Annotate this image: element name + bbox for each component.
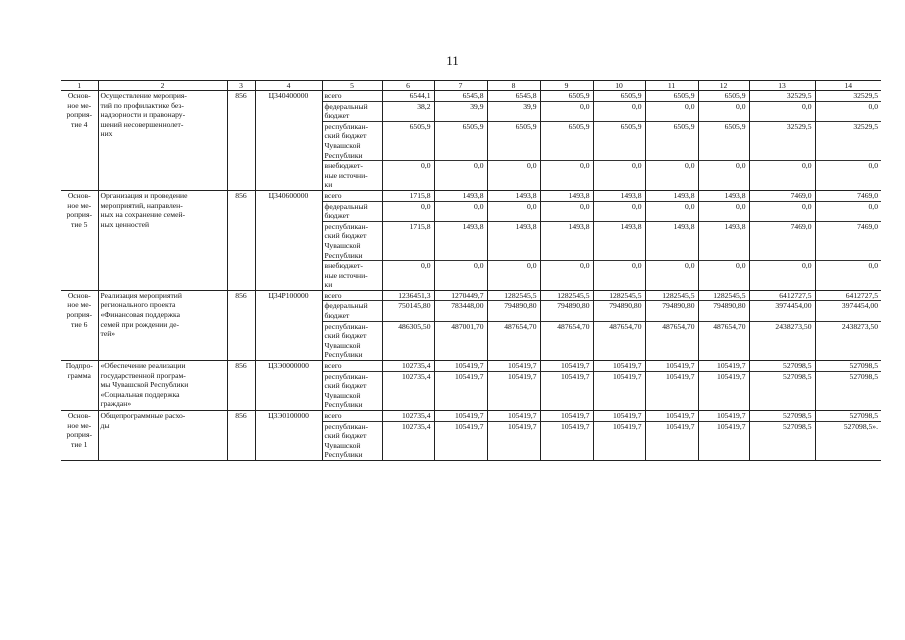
table-body	[61, 81, 881, 461]
amount-cell: 527098,5	[815, 361, 881, 372]
measure-kind: Основ- ное ме- роприя- тие 4	[61, 91, 98, 191]
amount-cell: 6505,9	[645, 121, 698, 160]
amount-cell: 1493,8	[698, 190, 749, 201]
amount-cell: 0,0	[593, 101, 645, 121]
amount-cell: 6412727,5	[749, 290, 815, 301]
amount-cell: 0,0	[593, 261, 645, 291]
ministry-code: 856	[227, 91, 255, 191]
amount-cell: 32529,5	[815, 91, 881, 102]
amount-cell: 3974454,00	[749, 301, 815, 321]
amount-cell: 0,0	[593, 161, 645, 191]
amount-cell: 102735,4	[382, 411, 434, 422]
amount-cell: 105419,7	[698, 421, 749, 460]
amount-cell: 38,2	[382, 101, 434, 121]
amount-cell: 1493,8	[698, 221, 749, 260]
funding-source: федеральный бюджет	[322, 301, 382, 321]
budget-table	[61, 80, 881, 461]
ministry-code: 856	[227, 290, 255, 360]
amount-cell: 102735,4	[382, 361, 434, 372]
amount-cell: 527098,5	[749, 371, 815, 410]
amount-cell: 102735,4	[382, 421, 434, 460]
amount-cell: 105419,7	[487, 371, 540, 410]
amount-cell: 794890,80	[593, 301, 645, 321]
amount-cell: 527098,5».	[815, 421, 881, 460]
amount-cell: 750145,80	[382, 301, 434, 321]
amount-cell: 105419,7	[540, 411, 593, 422]
amount-cell: 105419,7	[698, 361, 749, 372]
amount-cell: 6505,9	[593, 91, 645, 102]
amount-cell: 0,0	[434, 201, 487, 221]
amount-cell: 1715,8	[382, 221, 434, 260]
amount-cell: 0,0	[540, 201, 593, 221]
amount-cell: 32529,5	[815, 121, 881, 160]
amount-cell: 527098,5	[749, 411, 815, 422]
measure-name: Организация и проведение мероприятий, направлен- ных на сохранение семей- ных ценностей	[98, 190, 227, 290]
amount-cell: 105419,7	[593, 411, 645, 422]
column-header: 3	[227, 81, 255, 91]
amount-cell: 0,0	[698, 101, 749, 121]
amount-cell: 527098,5	[749, 361, 815, 372]
amount-cell: 1493,8	[434, 190, 487, 201]
amount-cell: 0,0	[645, 101, 698, 121]
amount-cell: 105419,7	[540, 371, 593, 410]
amount-cell: 0,0	[815, 201, 881, 221]
amount-cell: 1282545,5	[487, 290, 540, 301]
amount-cell: 487654,70	[540, 321, 593, 360]
column-header: 10	[593, 81, 645, 91]
amount-cell: 794890,80	[645, 301, 698, 321]
column-header: 1	[61, 81, 98, 91]
amount-cell: 105419,7	[645, 361, 698, 372]
amount-cell: 2438273,50	[749, 321, 815, 360]
amount-cell: 105419,7	[593, 421, 645, 460]
budget-code: Ц340400000	[255, 91, 322, 191]
amount-cell: 1493,8	[434, 221, 487, 260]
amount-cell: 102735,4	[382, 371, 434, 410]
funding-source: республикан- ский бюджет Чувашской Республики	[322, 221, 382, 260]
amount-cell: 0,0	[698, 201, 749, 221]
amount-cell: 1493,8	[645, 221, 698, 260]
measure-name: Осуществление мероприя- тий по профилактике без- надзорности и правонару- шений несовершеннолет- них	[98, 91, 227, 191]
amount-cell: 487654,70	[593, 321, 645, 360]
amount-cell: 105419,7	[487, 411, 540, 422]
column-header: 9	[540, 81, 593, 91]
amount-cell: 487654,70	[698, 321, 749, 360]
amount-cell: 794890,80	[540, 301, 593, 321]
amount-cell: 0,0	[815, 101, 881, 121]
table-row	[61, 361, 881, 372]
amount-cell: 105419,7	[487, 361, 540, 372]
amount-cell: 32529,5	[749, 91, 815, 102]
amount-cell: 794890,80	[487, 301, 540, 321]
funding-source: федеральный бюджет	[322, 201, 382, 221]
column-header: 14	[815, 81, 881, 91]
column-header: 8	[487, 81, 540, 91]
amount-cell: 487001,70	[434, 321, 487, 360]
amount-cell: 1493,8	[487, 221, 540, 260]
amount-cell: 1282545,5	[645, 290, 698, 301]
amount-cell: 0,0	[487, 261, 540, 291]
amount-cell: 0,0	[698, 161, 749, 191]
amount-cell: 527098,5	[815, 411, 881, 422]
amount-cell: 32529,5	[749, 121, 815, 160]
header-row	[61, 81, 881, 91]
amount-cell: 1493,8	[593, 221, 645, 260]
funding-source: внебюджет- ные источни- ки	[322, 161, 382, 191]
amount-cell: 6505,9	[698, 91, 749, 102]
amount-cell: 7469,0	[815, 221, 881, 260]
amount-cell: 1493,8	[645, 190, 698, 201]
budget-code: Ц340600000	[255, 190, 322, 290]
amount-cell: 0,0	[540, 101, 593, 121]
amount-cell: 6505,9	[540, 91, 593, 102]
amount-cell: 105419,7	[593, 371, 645, 410]
amount-cell: 105419,7	[645, 411, 698, 422]
amount-cell: 105419,7	[540, 361, 593, 372]
amount-cell: 7469,0	[749, 221, 815, 260]
amount-cell: 0,0	[815, 261, 881, 291]
amount-cell: 6544,1	[382, 91, 434, 102]
amount-cell: 1493,8	[540, 190, 593, 201]
amount-cell: 105419,7	[434, 371, 487, 410]
column-header: 13	[749, 81, 815, 91]
amount-cell: 527098,5	[749, 421, 815, 460]
measure-kind: Основ- ное ме- роприя- тие 6	[61, 290, 98, 360]
column-header: 2	[98, 81, 227, 91]
amount-cell: 105419,7	[698, 411, 749, 422]
amount-cell: 527098,5	[815, 371, 881, 410]
funding-source: всего	[322, 190, 382, 201]
amount-cell: 39,9	[487, 101, 540, 121]
column-header: 5	[322, 81, 382, 91]
amount-cell: 486305,50	[382, 321, 434, 360]
amount-cell: 6545,8	[434, 91, 487, 102]
funding-source: федеральный бюджет	[322, 101, 382, 121]
amount-cell: 1715,8	[382, 190, 434, 201]
amount-cell: 0,0	[645, 201, 698, 221]
amount-cell: 1270449,7	[434, 290, 487, 301]
amount-cell: 0,0	[382, 261, 434, 291]
amount-cell: 1493,8	[540, 221, 593, 260]
amount-cell: 0,0	[815, 161, 881, 191]
amount-cell: 487654,70	[645, 321, 698, 360]
budget-code: Ц34Р100000	[255, 290, 322, 360]
column-header: 4	[255, 81, 322, 91]
amount-cell: 0,0	[382, 161, 434, 191]
amount-cell: 7469,0	[815, 190, 881, 201]
funding-source: всего	[322, 361, 382, 372]
table-row	[61, 411, 881, 422]
funding-source: внебюджет- ные источни- ки	[322, 261, 382, 291]
column-header: 12	[698, 81, 749, 91]
budget-code: Ц3Э0100000	[255, 411, 322, 461]
amount-cell: 6505,9	[593, 121, 645, 160]
budget-code: Ц3Э0000000	[255, 361, 322, 411]
funding-source: республикан- ский бюджет Чувашской Республики	[322, 321, 382, 360]
amount-cell: 105419,7	[645, 371, 698, 410]
amount-cell: 6505,9	[434, 121, 487, 160]
amount-cell: 0,0	[749, 161, 815, 191]
funding-source: всего	[322, 290, 382, 301]
amount-cell: 783448,00	[434, 301, 487, 321]
funding-source: республикан- ский бюджет Чувашской Республики	[322, 421, 382, 460]
measure-name: «Обеспечение реализации государственной програм- мы Чувашской Республики «Социальная поддержка граждан»	[98, 361, 227, 411]
measure-name: Общепрограммные расхо- ды	[98, 411, 227, 461]
funding-source: всего	[322, 411, 382, 422]
amount-cell: 0,0	[593, 201, 645, 221]
amount-cell: 105419,7	[593, 361, 645, 372]
measure-kind: Основ- ное ме- роприя- тие 5	[61, 190, 98, 290]
funding-source: республикан- ский бюджет Чувашской Республики	[322, 121, 382, 160]
amount-cell: 1236451,3	[382, 290, 434, 301]
amount-cell: 0,0	[487, 161, 540, 191]
amount-cell: 39,9	[434, 101, 487, 121]
amount-cell: 105419,7	[645, 421, 698, 460]
amount-cell: 0,0	[434, 261, 487, 291]
amount-cell: 6545,8	[487, 91, 540, 102]
amount-cell: 7469,0	[749, 190, 815, 201]
amount-cell: 1282545,5	[593, 290, 645, 301]
amount-cell: 105419,7	[487, 421, 540, 460]
amount-cell: 105419,7	[698, 371, 749, 410]
amount-cell: 6505,9	[645, 91, 698, 102]
amount-cell: 0,0	[540, 261, 593, 291]
amount-cell: 0,0	[540, 161, 593, 191]
amount-cell: 105419,7	[540, 421, 593, 460]
column-header: 7	[434, 81, 487, 91]
table-row	[61, 190, 881, 201]
page-number: 11	[446, 53, 459, 68]
amount-cell: 1493,8	[593, 190, 645, 201]
amount-cell: 105419,7	[434, 421, 487, 460]
amount-cell: 0,0	[434, 161, 487, 191]
amount-cell: 0,0	[382, 201, 434, 221]
amount-cell: 0,0	[487, 201, 540, 221]
ministry-code: 856	[227, 411, 255, 461]
amount-cell: 0,0	[698, 261, 749, 291]
amount-cell: 487654,70	[487, 321, 540, 360]
table-row	[61, 290, 881, 301]
amount-cell: 1282545,5	[698, 290, 749, 301]
amount-cell: 2438273,50	[815, 321, 881, 360]
measure-kind: Основ- ное ме- роприя- тие 1	[61, 411, 98, 461]
amount-cell: 0,0	[749, 201, 815, 221]
amount-cell: 3974454,00	[815, 301, 881, 321]
table-row	[61, 91, 881, 102]
funding-source: республикан- ский бюджет Чувашской Республики	[322, 371, 382, 410]
ministry-code: 856	[227, 361, 255, 411]
column-header: 11	[645, 81, 698, 91]
amount-cell: 1493,8	[487, 190, 540, 201]
measure-kind: Подпро- грамма	[61, 361, 98, 411]
measure-name: Реализация мероприятий регионального проекта «Финансовая поддержка семей при рождении де- тей»	[98, 290, 227, 360]
amount-cell: 0,0	[749, 101, 815, 121]
column-header: 6	[382, 81, 434, 91]
amount-cell: 105419,7	[434, 411, 487, 422]
amount-cell: 6412727,5	[815, 290, 881, 301]
amount-cell: 0,0	[749, 261, 815, 291]
amount-cell: 0,0	[645, 261, 698, 291]
funding-source: всего	[322, 91, 382, 102]
amount-cell: 6505,9	[382, 121, 434, 160]
amount-cell: 0,0	[645, 161, 698, 191]
amount-cell: 105419,7	[434, 361, 487, 372]
amount-cell: 6505,9	[540, 121, 593, 160]
amount-cell: 6505,9	[698, 121, 749, 160]
ministry-code: 856	[227, 190, 255, 290]
amount-cell: 1282545,5	[540, 290, 593, 301]
amount-cell: 794890,80	[698, 301, 749, 321]
amount-cell: 6505,9	[487, 121, 540, 160]
